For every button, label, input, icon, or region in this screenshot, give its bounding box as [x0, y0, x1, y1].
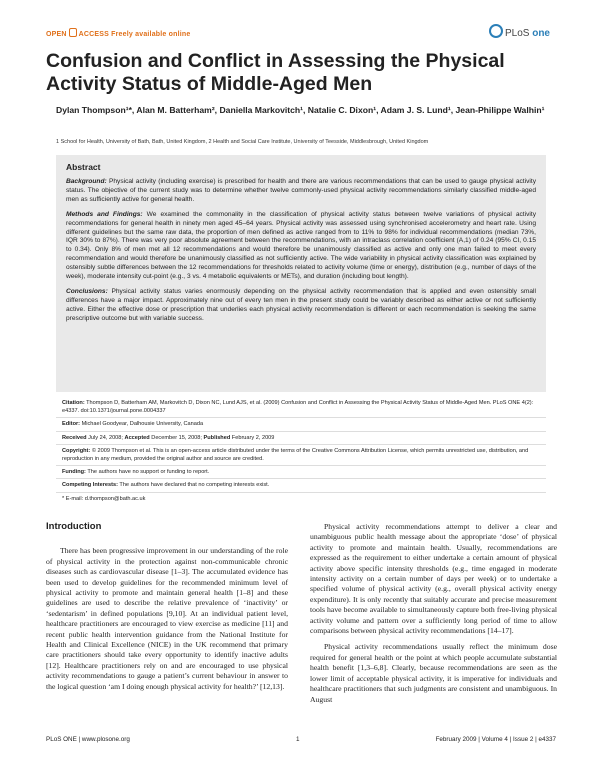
funding: Funding: The authors have no support or funding to report. [56, 466, 546, 479]
editor: Editor: Michael Goodyear, Dalhousie University, Canada [56, 418, 546, 431]
page-footer [46, 736, 556, 746]
body-column-right [310, 522, 557, 711]
journal-header [46, 28, 550, 42]
paragraph: There has been progressive improvement in our understanding of the role of physical activity in the protection against non-communicable chronic diseases such as cardiovascular disease [1–3]. The accumulated evidence has been used to develop guidelines for the recommended minimum level of physical activity to promote and maintain general health [1–8] and these guidelines are used to describe the relative prevalence of ‘inactivity’ or ‘sedentarism’ in defined populations [9,10]. At an individual patient level, healthcare practitioners are encouraged to view exercise as medicine [11] and recent public health intervention guidance from the National Institute for Health and Clinical Excellence (NICE) in the UK recommend that primary care practitioners should take every opportunity to identify inactive adults [12]. Healthcare practitioners rely on and are encouraged to use physical activity recommendations to gauge a patient’s current behaviour in answer to the logical question ‘am I doing enough physical activity for health?’ [12,13]. [46, 546, 288, 691]
body-column-left [46, 522, 288, 698]
footer-issue: February 2009 | Volume 4 | Issue 2 | e4337 [435, 736, 556, 743]
abstract-box [56, 155, 546, 392]
abstract-conclusions: Conclusions: Physical activity status varies enormously depending on the physical activity recommendation that is applied and even ostensibly small differences have a major impact. Approximately nine out of every ten men in the present study could be variably described as either active or not sufficiently active. Either the effective dose or prescription that underlies each physical activity recommendation is different or each recommendation is seeking the same prescriptive outcome but with variable success. [66, 287, 536, 322]
paragraph: Physical activity recommendations attempt to deliver a clear and unambiguous public health message about the appropriate ‘dose’ of physical activity to promote and maintain health. Usually, recommendations are expressed as the requirement to either undertake a certain amount of physical activity above specific intensity thresholds (e.g., time engaged in moderate intensity activity on a certain number of days per week) or to undertake a specified volume of physical activity (e.g., overall physical activity energy expenditure). It is only recently that suitably accurate and precise measurement tools have become available to simultaneously capture both free-living physical activity volume and pattern over a sufficiently long period of time to allow comparisons between physical activity recommendations [14–17]. [310, 522, 557, 636]
section-heading: Introduction [46, 521, 102, 532]
journal-logo: PLoS one [489, 24, 550, 39]
contact-email: * E-mail: d.thompson@bath.ac.uk [62, 495, 146, 502]
author-list: Dylan Thompson¹*, Alan M. Batterham², Daniella Markovitch¹, Natalie C. Dixon¹, Adam J. S. Lund¹, Jean-Philippe Walhin¹ [56, 105, 545, 115]
page-number: 1 [296, 736, 300, 743]
article-metadata [56, 397, 546, 505]
copyright: Copyright: © 2009 Thompson et al. This is an open-access article distributed under the terms of the Creative Commons Attribution License, which permits unrestricted use, distribution, and reproduction in any medium, provided the original author and source are credited. [56, 445, 546, 466]
paragraph: Physical activity recommendations usually reflect the minimum dose required for general health or the point at which people accumulate substantial health benefit [1,3–6,8]. Clearly, because recommendations are seen as the lower limit of acceptable physical activity, it is imperative for individuals and healthcare practitioners that such judgments are consistent and unambiguous. In August [310, 642, 557, 704]
abstract-heading: Abstract [66, 162, 101, 172]
article-title: Confusion and Conflict in Assessing the Physical Activity Status of Middle-Aged Men [46, 50, 505, 95]
affiliations: 1 School for Health, University of Bath, Bath, United Kingdom, 2 Health and Social Care Institute, University of Teesside, Middlesbrough, United Kingdom [56, 139, 429, 145]
competing-interests: Competing Interests: The authors have declared that no competing interests exist. [56, 479, 546, 492]
plos-logo-icon [489, 24, 503, 38]
dates: Received July 24, 2008; Accepted December 15, 2008; Published February 2, 2009 [56, 432, 546, 445]
open-lock-icon [69, 28, 77, 37]
footer-journal: PLoS ONE | www.plosone.org [46, 736, 130, 743]
open-access-badge: OPEN ACCESS Freely available online [46, 28, 190, 38]
citation: Citation: Thompson D, Batterham AM, Markovitch D, Dixon NC, Lund AJS, et al. (2009) Confusion and Conflict in Assessing the Physical Activity Status of Middle-Aged Men. PLoS ONE 4(2): e4337. doi:10.1371/journal.pone.0004337 [56, 397, 546, 418]
abstract-methods: Methods and Findings: We examined the commonality in the classification of physical activity status between twelve variations of physical activity recommendations for general health in ninety men aged 45–64 years. Physical activity was assessed using synchronised accelerometry and heart rate. Using different guidelines but the same raw data, the proportion of men defined as active ranged from to 11% to 98% for individual recommendations (median 73%, IQR 30% to 87%). There was very poor absolute agreement between the recommendations, with an intraclass correlation coefficient (A,1) of 0.24 (95% CI, 0.15 to 0.34). Only 8% of men met all 12 recommendations and would therefore be unanimously classified as active and only one man failed to meet every recommendation and would therefore be unanimously classified as not sufficiently active. The wide variability in physical activity classification was explained by ostensibly subtle differences between the 12 recommendations for thresholds related to activity volume (time or energy), distribution (e.g., number of days of the week), moderate intensity cut-point (e.g., 3 vs. 4 metabolic equivalents or METs), and duration (including bout length). [66, 210, 536, 281]
abstract-background: Background: Physical activity (including exercise) is prescribed for health and there are various recommendations that can be used to gauge physical activity status. The objective of the current study was to determine whether twelve commonly-used physical activity recommendations similarly classified middle-aged men as sufficiently active for general health. [66, 178, 536, 203]
